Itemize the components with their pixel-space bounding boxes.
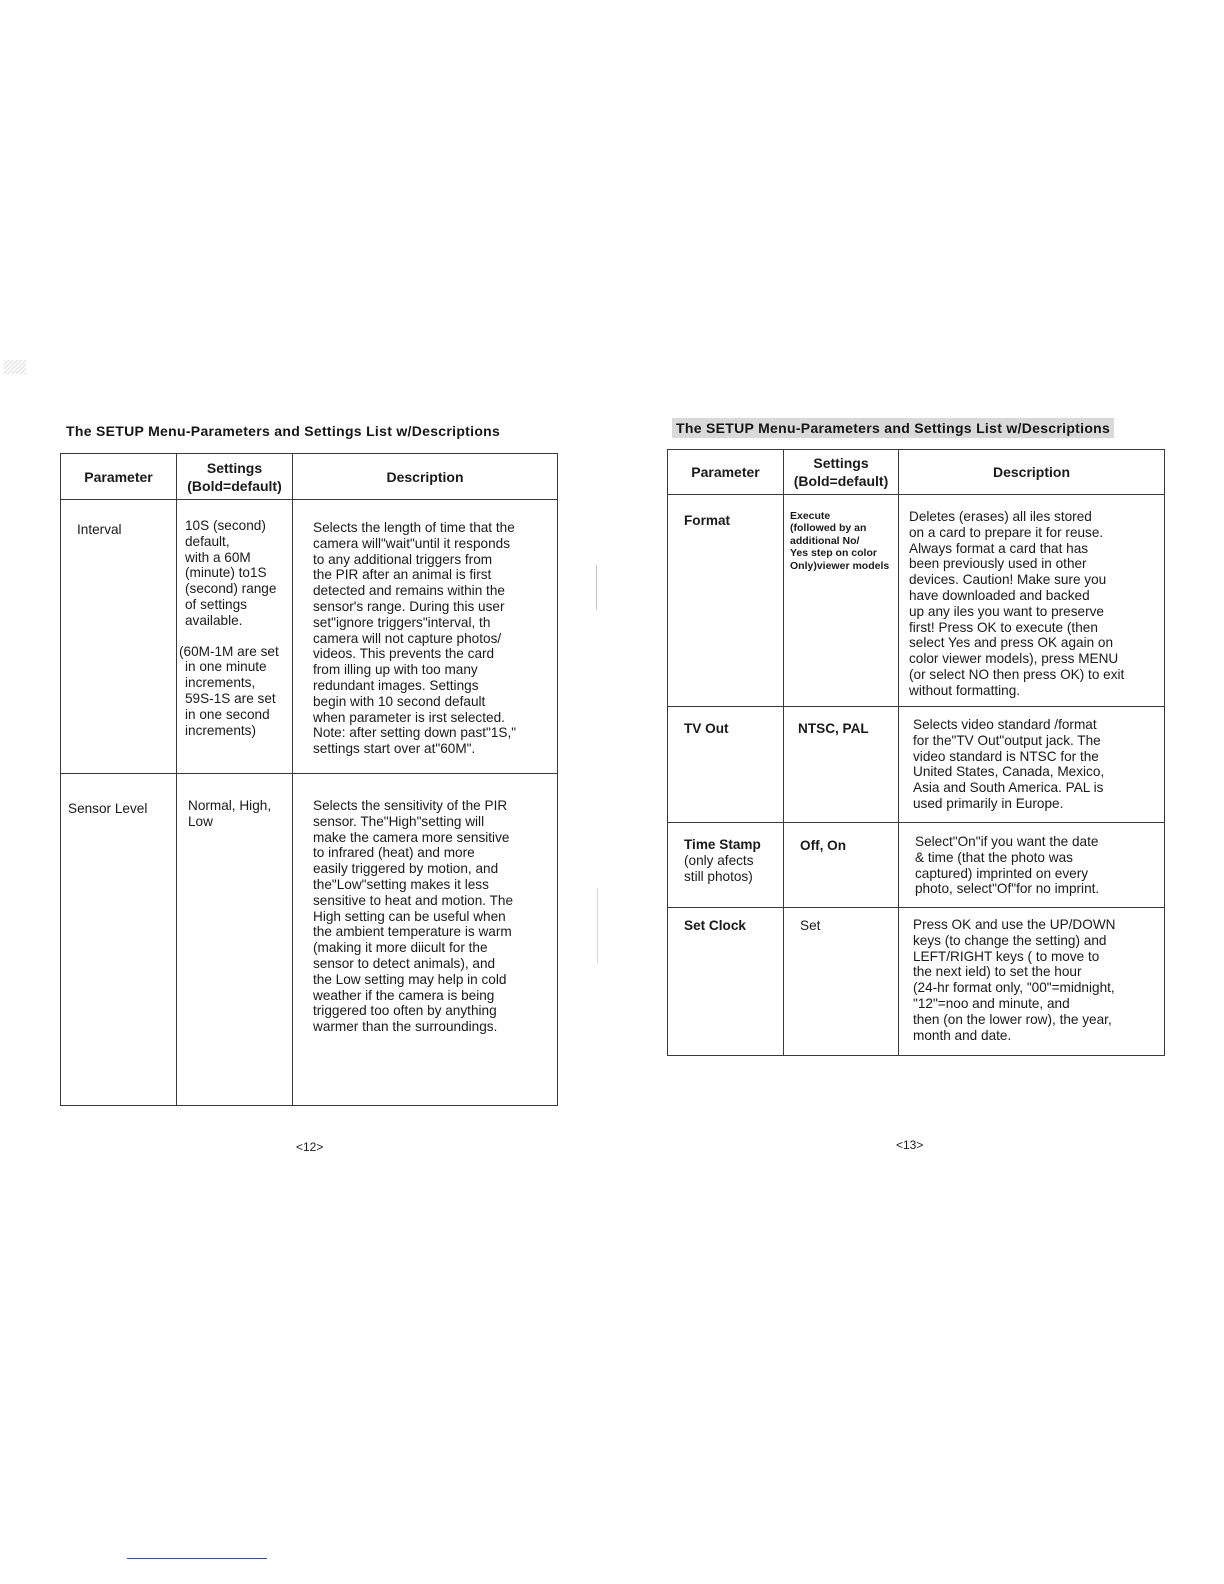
param-sensor-level: Sensor Level: [61, 774, 177, 1106]
settings-time-stamp: Off, On: [784, 823, 899, 908]
right-settings-table: [667, 449, 1165, 1056]
header-parameter: Parameter: [668, 450, 784, 495]
description-time-stamp: Select"On"if you want the date & time (that the photo was captured) imprinted on every photo, select"Of"for no imprint.: [899, 823, 1165, 908]
description-sensor-level: Selects the sensitivity of the PIR sensor. The"High"setting will make the camera more sensitive to infrared (heat) and more easily triggered by motion, and the"Low"setting makes it less sensitive to heat and motion. The High setting can be useful when the ambient temperature is warm (making it more diicult for the sensor to detect animals), and the Low setting may help in cold weather if the camera is being triggered too often by anything warmer than the surroundings.: [293, 774, 558, 1106]
param-time-stamp: Time Stamp (only afects still photos): [668, 823, 784, 908]
description-tv-out: Selects video standard /format for the"TV Out"output jack. The video standard is NTSC for the United States, Canada, Mexico, Asia and South America. PAL is used primarily in Europe.: [899, 707, 1165, 823]
param-tv-out: TV Out: [668, 707, 784, 823]
footer-rule: [127, 1558, 267, 1559]
scan-mark: [597, 888, 598, 963]
table-row: [668, 823, 1165, 908]
right-page-title: The SETUP Menu-Parameters and Settings List w/Descriptions: [672, 418, 1114, 438]
scan-speck: [4, 360, 26, 374]
right-page-number: <13>: [896, 1138, 924, 1152]
header-description: Description: [899, 450, 1165, 495]
description-format: Deletes (erases) all iles stored on a card to prepare it for reuse. Always format a card that has been previously used in other devices. Caution! Make sure you have downloaded and backed up any iles you want to preserve first! Press OK to execute (then select Yes and press OK again on color viewer models), press MENU (or select NO then press OK) to exit without formatting.: [899, 495, 1165, 707]
table-row: [61, 500, 558, 774]
header-description: Description: [293, 454, 558, 500]
table-row: [668, 707, 1165, 823]
param-interval: Interval: [61, 500, 177, 774]
settings-tv-out: NTSC, PAL: [784, 707, 899, 823]
header-parameter: Parameter: [61, 454, 177, 500]
header-settings: Settings (Bold=default): [177, 454, 293, 500]
param-set-clock: Set Clock: [668, 908, 784, 1056]
settings-interval: 10S (second) default, with a 60M (minute) to1S (second) range of settings available. (60M-1M are set in one minute increments, 59S-1S are set in one second increments): [177, 500, 293, 774]
description-set-clock: Press OK and use the UP/DOWN keys (to change the setting) and LEFT/RIGHT keys ( to move to the next ield) to set the hour (24-hr format only, "00"=midnight, "12"=noo and minute, and then (on the lower row), the year, month and date.: [899, 908, 1165, 1056]
header-settings: Settings (Bold=default): [784, 450, 899, 495]
left-header-row: [61, 454, 558, 500]
right-header-row: [668, 450, 1165, 495]
left-settings-table: [60, 453, 558, 1106]
param-format: Format: [668, 495, 784, 707]
description-interval: Selects the length of time that the camera will"wait"until it responds to any additional triggers from the PIR after an animal is first detected and remains within the sensor's range. During this user set"ignore triggers"interval, th camera will not capture photos/ videos. This prevents the card from illing up with too many redundant images. Settings begin with 10 second default when parameter is irst selected. Note: after setting down past"1S," settings start over at"60M".: [293, 500, 558, 774]
table-row: [668, 495, 1165, 707]
table-row: [668, 908, 1165, 1056]
settings-set-clock: Set: [784, 908, 899, 1056]
settings-format: Execute (followed by an additional No/ Yes step on color Only)viewer models: [784, 495, 899, 707]
scan-mark: [596, 565, 597, 610]
table-row: [61, 774, 558, 1106]
left-page-number: <12>: [296, 1140, 324, 1154]
left-page-title: The SETUP Menu-Parameters and Settings List w/Descriptions: [66, 423, 501, 439]
settings-sensor-level: Normal, High, Low: [177, 774, 293, 1106]
